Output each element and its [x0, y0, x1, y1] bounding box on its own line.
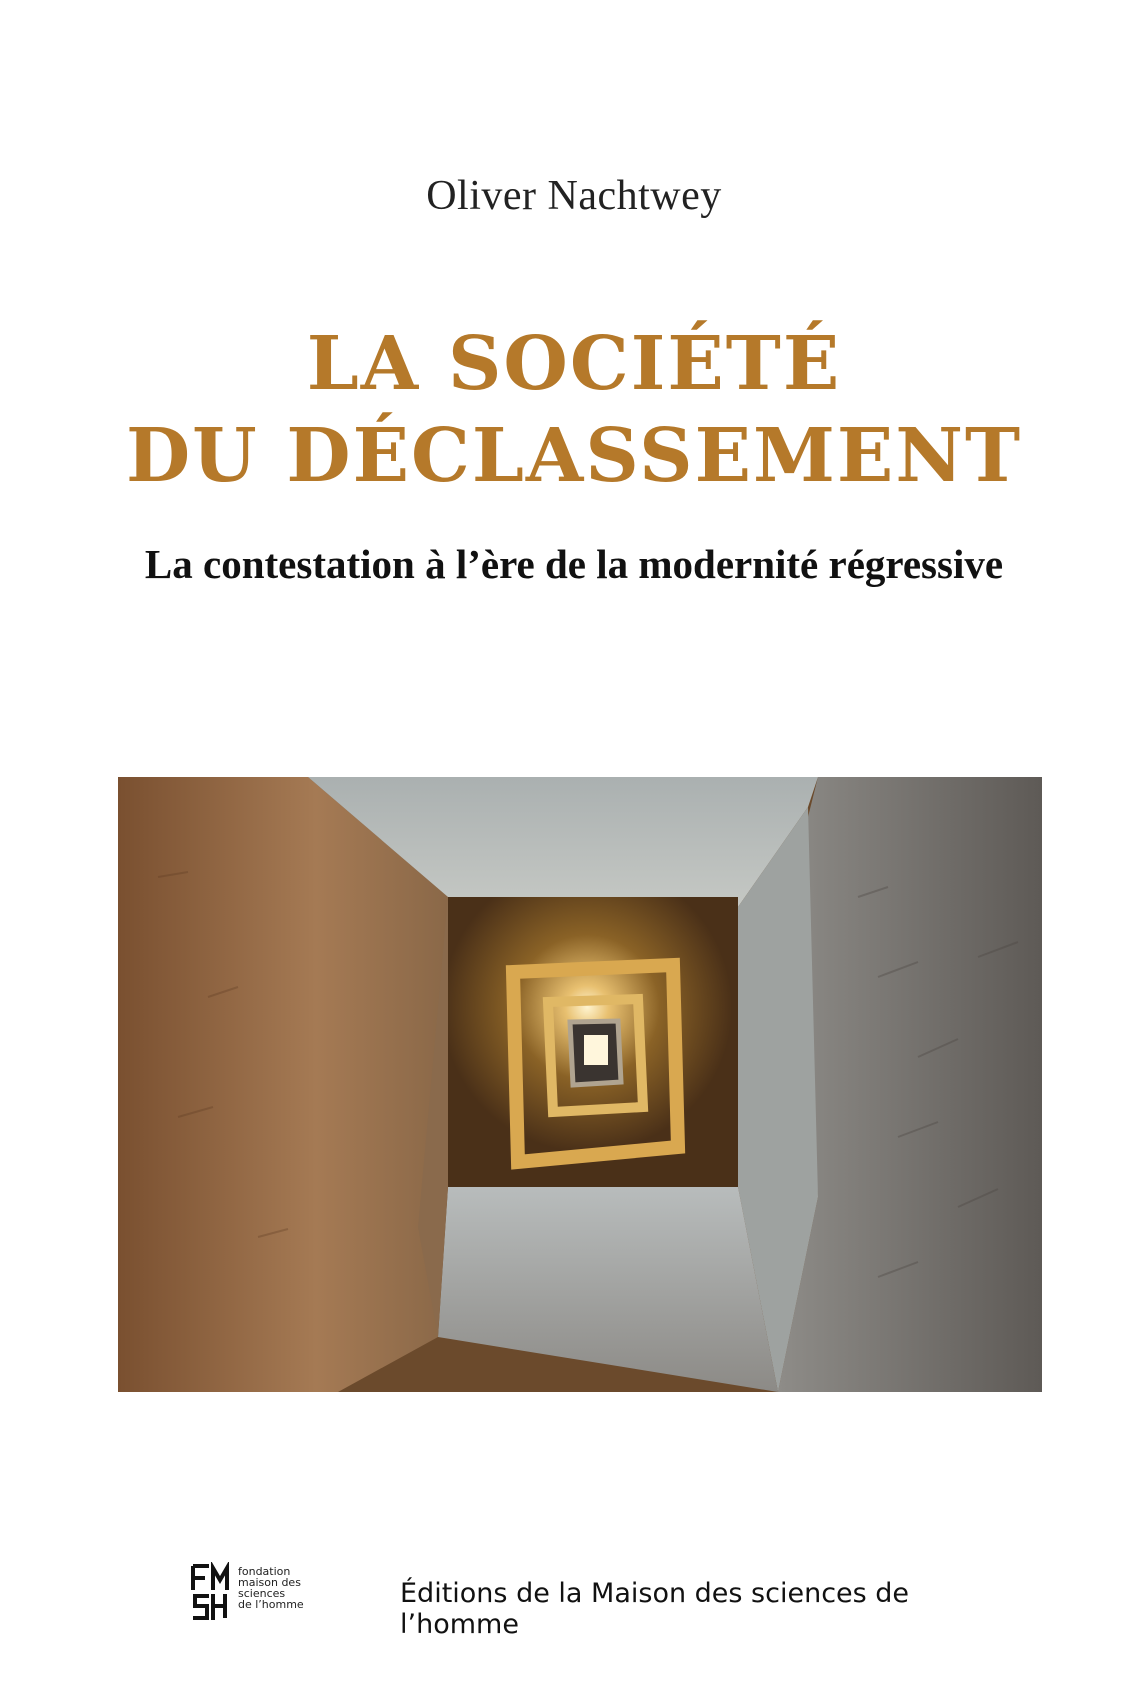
logo-line: sciences — [238, 1587, 286, 1600]
logo-line: maison des — [238, 1576, 301, 1589]
title-line-2: DU DÉCLASSEMENT — [125, 413, 1023, 499]
logo-caption — [238, 1566, 328, 1610]
author-name: Oliver Nachtwey — [426, 173, 722, 219]
shaft-illustration — [118, 777, 1042, 1392]
logo-line: de l’homme — [238, 1598, 304, 1611]
logo-line: fondation — [238, 1565, 291, 1578]
cover-photo — [118, 777, 1042, 1392]
book-title — [0, 318, 1148, 502]
title-line-1: LA SOCIÉTÉ — [306, 321, 842, 407]
publisher-name: Éditions de la Maison des sciences de l’homme — [400, 1578, 910, 1640]
book-subtitle: La contestation à l’ère de la modernité régressive — [144, 541, 1004, 587]
